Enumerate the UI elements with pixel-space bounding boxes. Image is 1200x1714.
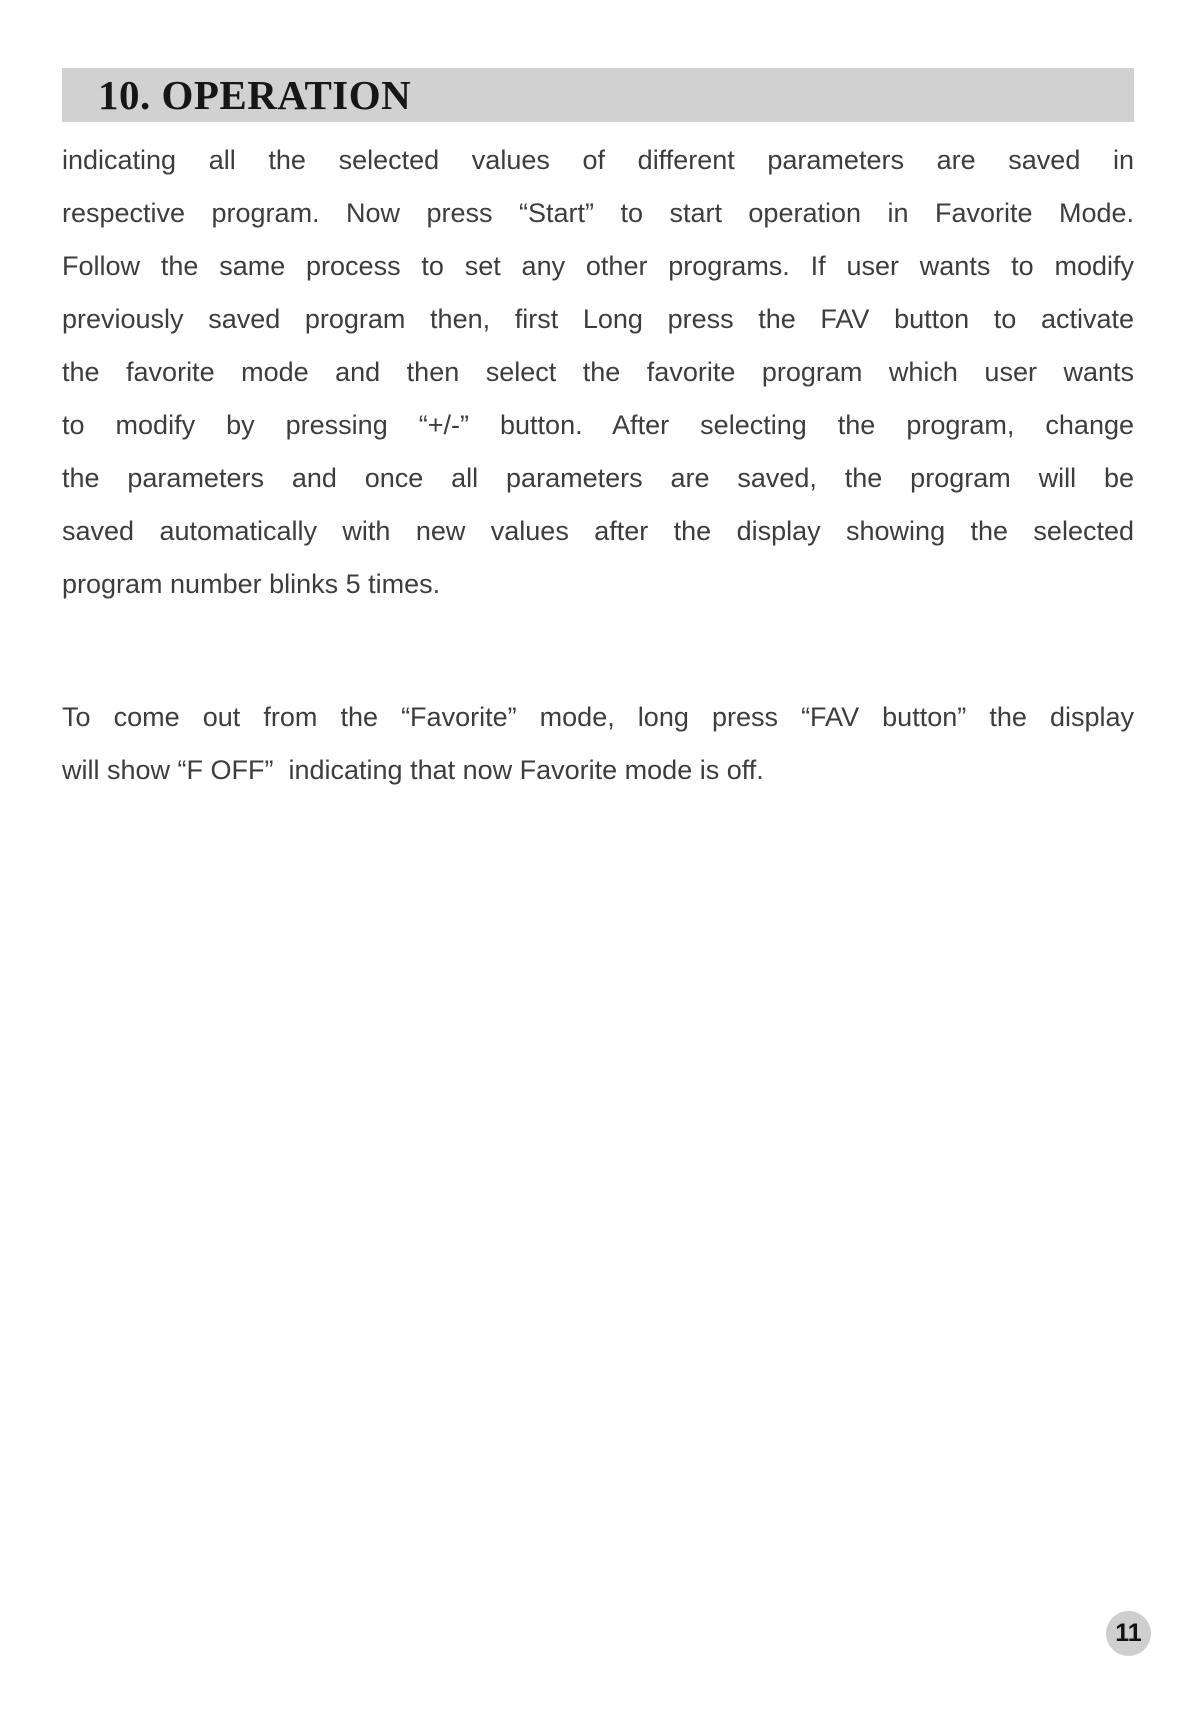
text-line: indicating all the selected values of different parameters are saved in [62, 145, 1134, 175]
text-line: will show “F OFF” indicating that now Favorite mode is off. [62, 755, 764, 785]
text-line: To come out from the “Favorite” mode, long press “FAV button” the display [62, 702, 1134, 732]
text-line: the favorite mode and then select the favorite program which user wants [62, 357, 1134, 387]
body-text [62, 134, 1134, 797]
text-line: respective program. Now press “Start” to start operation in Favorite Mode. [62, 198, 1134, 228]
text-line: saved automatically with new values after the display showing the selected [62, 516, 1134, 546]
text-line: previously saved program then, first Long press the FAV button to activate [62, 304, 1134, 334]
paragraph-2 [62, 691, 1134, 797]
paragraph-1 [62, 134, 1134, 611]
page-content [62, 68, 1134, 797]
page-number: 11 [1115, 1619, 1142, 1647]
section-title: 10. OPERATION [98, 72, 412, 118]
page-number-badge [1106, 1611, 1151, 1656]
section-header-bar [62, 68, 1134, 122]
text-line: to modify by pressing “+/-” button. After selecting the program, change [62, 410, 1134, 440]
text-line: program number blinks 5 times. [62, 569, 441, 599]
text-line: the parameters and once all parameters are saved, the program will be [62, 463, 1134, 493]
text-line: Follow the same process to set any other programs. If user wants to modify [62, 251, 1134, 281]
